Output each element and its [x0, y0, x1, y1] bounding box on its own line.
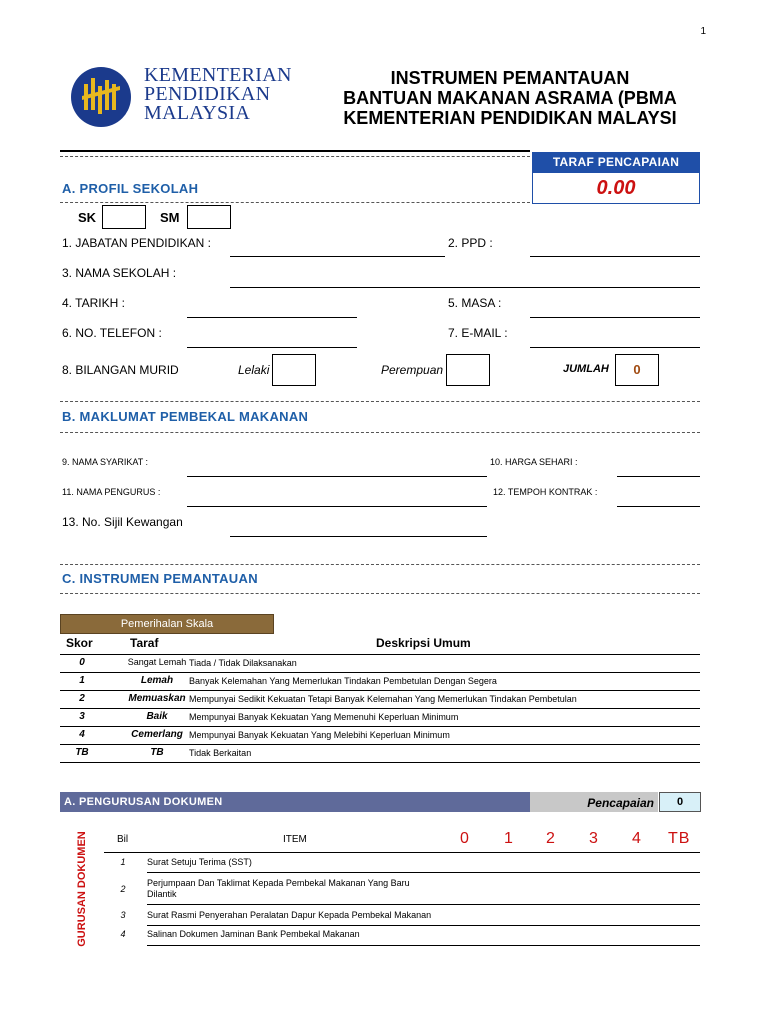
sm-checkbox[interactable] — [187, 205, 231, 229]
skala-row-taraf: Sangat Lemah — [127, 657, 187, 667]
bil-column-header: Bil — [117, 834, 129, 845]
section-c-dash — [60, 593, 700, 594]
jabatan-field[interactable] — [230, 256, 445, 257]
sm-label: SM — [160, 210, 180, 225]
lelaki-label: Lelaki — [238, 363, 270, 377]
skala-row-desc: Mempunyai Banyak Kekuatan Yang Memenuhi Keperluan Minimum — [189, 712, 459, 722]
skala-row — [60, 654, 700, 673]
skala-row-skor: 2 — [79, 693, 85, 704]
pemerihalan-skala-header: Pemerihalan Skala — [60, 614, 274, 634]
skor-column-header: Skor — [66, 636, 93, 650]
score-header-1: 1 — [504, 830, 514, 847]
email-field[interactable] — [530, 347, 700, 348]
item-rule — [147, 904, 700, 905]
skala-row-desc: Mempunyai Banyak Kekuatan Yang Melebihi Keperluan Minimum — [189, 730, 450, 740]
item-text: Surat Rasmi Penyerahan Peralatan Dapur Kepada Pembekal Makanan — [147, 910, 432, 920]
skala-row — [60, 690, 700, 709]
item-bil: 2 — [120, 884, 126, 894]
section-b-top-dash — [60, 401, 700, 402]
logo-wordmark — [144, 66, 292, 123]
harga-sehari-field[interactable] — [617, 476, 700, 477]
item-bil: 3 — [120, 910, 126, 920]
score-header-tb: TB — [668, 830, 691, 847]
telefon-field[interactable] — [187, 347, 357, 348]
lelaki-input[interactable] — [272, 354, 316, 386]
masa-field[interactable] — [530, 317, 700, 318]
jumlah-label: JUMLAH — [563, 363, 609, 375]
skala-row-taraf: Memuaskan — [128, 693, 186, 704]
skala-row-taraf: TB — [150, 747, 164, 758]
skala-row — [60, 708, 700, 727]
section-c-top-dash — [60, 564, 700, 565]
item-rule — [147, 925, 700, 926]
score-header-2: 2 — [546, 830, 556, 847]
email-label: 7. E-MAIL : — [448, 326, 508, 340]
skala-row-skor: TB — [75, 747, 89, 758]
syarikat-field[interactable] — [187, 476, 487, 477]
side-label-text: GURUSAN DOKUMEN — [76, 831, 88, 947]
skala-row-skor: 3 — [79, 711, 85, 722]
top-dash — [60, 156, 530, 157]
pencapaian-label: Pencapaian — [530, 792, 658, 812]
item-bil: 1 — [120, 857, 126, 867]
item-column-header: ITEM — [283, 834, 307, 845]
tarikh-label: 4. TARIKH : — [62, 296, 125, 310]
telefon-label: 6. NO. TELEFON : — [62, 326, 162, 340]
skala-row — [60, 726, 700, 745]
ppd-field[interactable] — [530, 256, 700, 257]
pengurusan-dokumen-title: A. PENGURUSAN DOKUMEN — [60, 792, 530, 812]
section-a-title: A. PROFIL SEKOLAH — [62, 181, 199, 196]
title-line-3: KEMENTERIAN PENDIDIKAN MALAYSI — [343, 108, 677, 128]
logo-line-3: MALAYSIA — [144, 102, 251, 124]
harga-sehari-label: 10. HARGA SEHARI : — [490, 457, 578, 467]
pencapaian-value: 0 — [659, 792, 701, 812]
masa-label: 5. MASA : — [448, 296, 502, 310]
sijil-kewangan-field[interactable] — [230, 536, 487, 537]
skala-row-desc: Tiada / Tidak Dilaksanakan — [189, 658, 297, 668]
logo-line-2: PENDIDIKAN — [144, 83, 271, 105]
sijil-kewangan-label: 13. No. Sijil Kewangan — [62, 515, 183, 529]
skala-row-skor: 1 — [79, 675, 85, 686]
bilangan-murid-label: 8. BILANGAN MURID — [62, 363, 179, 377]
title-line-2: BANTUAN MAKANAN ASRAMA (PBMA — [343, 88, 677, 108]
kpm-logo-icon — [70, 66, 136, 128]
item-bil: 4 — [120, 929, 126, 939]
score-header-4: 4 — [632, 830, 642, 847]
item-rule — [147, 872, 700, 873]
pengurus-field[interactable] — [187, 506, 487, 507]
skala-row-desc: Banyak Kelemahan Yang Memerlukan Tindakan Pembetulan Dengan Segera — [189, 676, 497, 686]
taraf-pencapaian-value: 0.00 — [532, 172, 700, 204]
taraf-column-header: Taraf — [130, 636, 159, 650]
perempuan-label: Perempuan — [381, 363, 444, 377]
jabatan-label: 1. JABATAN PENDIDIKAN : — [62, 236, 211, 250]
item-text: Salinan Dokumen Jaminan Bank Pembekal Makanan — [147, 929, 360, 939]
skala-row-taraf: Baik — [146, 711, 168, 722]
section-b-dash — [60, 432, 700, 433]
section-a-dash — [60, 202, 530, 203]
item-text: Surat Setuju Terima (SST) — [147, 857, 252, 867]
section-b-title: B. MAKLUMAT PEMBEKAL MAKANAN — [62, 409, 309, 424]
tarikh-field[interactable] — [187, 317, 357, 318]
document-title — [320, 68, 700, 128]
sk-checkbox[interactable] — [102, 205, 146, 229]
page-number: 1 — [700, 26, 706, 37]
score-header-0: 0 — [460, 830, 470, 847]
skala-row — [60, 744, 700, 763]
perempuan-input[interactable] — [446, 354, 490, 386]
skala-row-desc: Tidak Berkaitan — [189, 748, 252, 758]
syarikat-label: 9. NAMA SYARIKAT : — [62, 457, 149, 467]
skala-row-taraf: Cemerlang — [131, 729, 183, 740]
ppd-label: 2. PPD : — [448, 236, 493, 250]
logo-line-1: KEMENTERIAN — [144, 64, 292, 86]
items-header-rule — [104, 852, 700, 853]
section-c-title: C. INSTRUMEN PEMANTAUAN — [62, 571, 258, 586]
pengurus-label: 11. NAMA PENGURUS : — [62, 487, 161, 497]
skala-row-skor: 0 — [79, 657, 85, 668]
skala-row-skor: 4 — [79, 729, 85, 740]
skala-row — [60, 672, 700, 691]
title-line-1: INSTRUMEN PEMANTAUAN — [390, 68, 630, 88]
deskripsi-column-header: Deskripsi Umum — [376, 636, 471, 650]
top-rule — [60, 150, 530, 152]
score-header-3: 3 — [589, 830, 599, 847]
taraf-pencapaian-label: TARAF PENCAPAIAN — [532, 152, 700, 172]
skala-row-taraf: Lemah — [140, 675, 174, 686]
sk-label: SK — [78, 210, 97, 225]
tempoh-kontrak-label: 12. TEMPOH KONTRAK : — [493, 487, 598, 497]
pengurusan-dokumen-side-label — [72, 830, 92, 948]
jumlah-value: 0 — [615, 354, 659, 386]
item-rule — [147, 945, 700, 946]
skala-row-desc: Mempunyai Sedikit Kekuatan Tetapi Banyak Kelemahan Yang Memerlukan Tindakan Pembetulan — [189, 694, 577, 704]
nama-sekolah-field[interactable] — [230, 287, 700, 288]
nama-sekolah-label: 3. NAMA SEKOLAH : — [62, 266, 177, 280]
tempoh-kontrak-field[interactable] — [617, 506, 700, 507]
item-text: Perjumpaan Dan Taklimat Kepada Pembekal Makanan Yang Baru Dilantik — [147, 878, 410, 899]
